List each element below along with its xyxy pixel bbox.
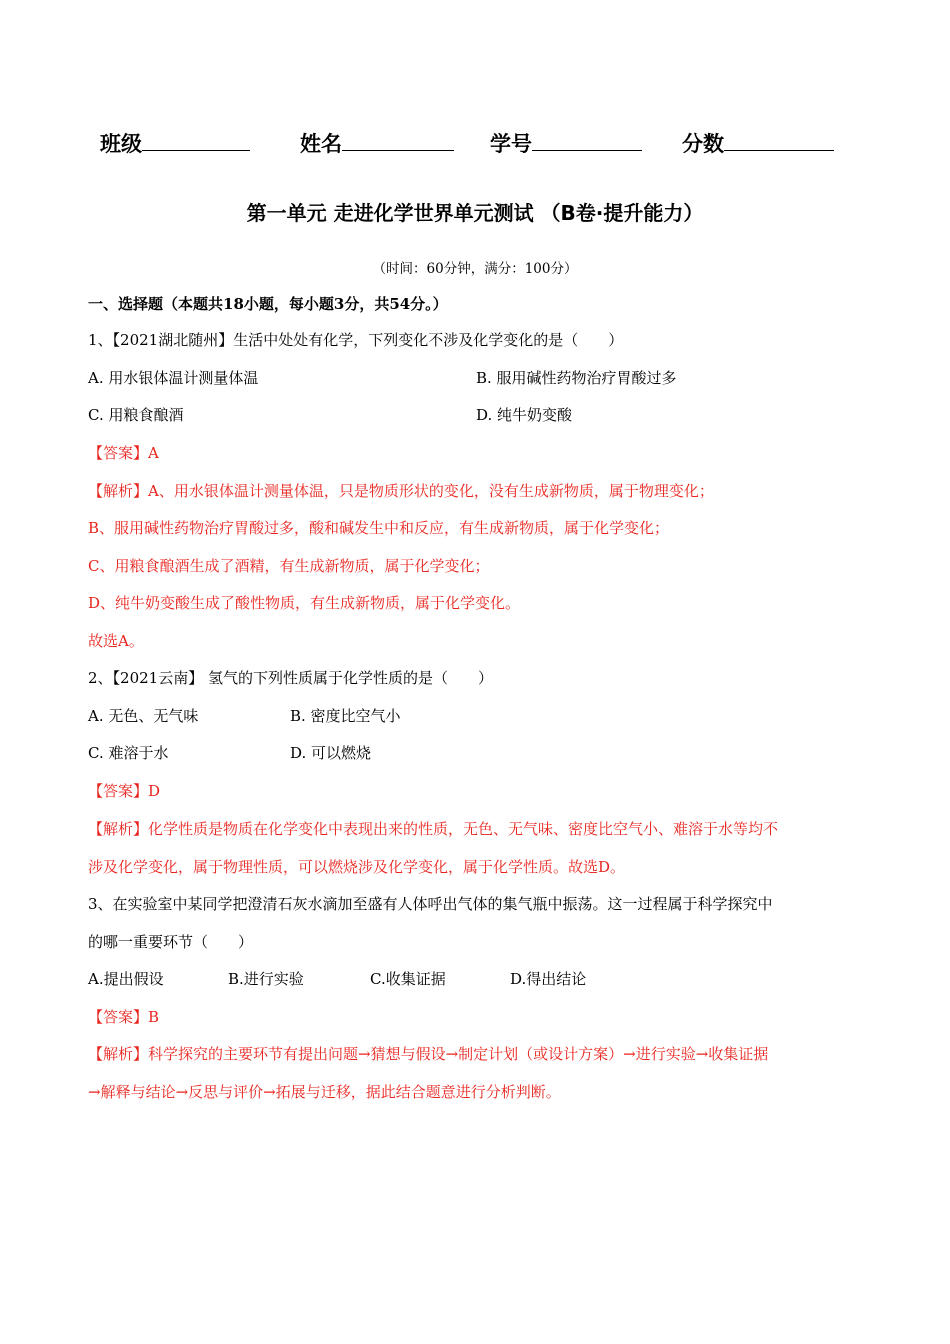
name-blank[interactable] — [342, 130, 454, 151]
q1-option-c: C. 用粮食酿酒 — [88, 406, 184, 424]
section-heading: 一、选择题（本题共18小题，每小题3分，共54分。） — [88, 295, 448, 313]
class-label: 班级 — [100, 132, 142, 156]
q1-stem: 1、【2021湖北随州】生活中处处有化学，下列变化不涉及化学变化的是（ ） — [88, 331, 624, 349]
q2-option-c: C. 难溶于水 — [88, 744, 169, 762]
q1-explanation-5: 故选A。 — [88, 632, 144, 650]
q1-explanation-3: C、用粮食酿酒生成了酒精，有生成新物质，属于化学变化； — [88, 557, 490, 575]
q1-option-a: A. 用水银体温计测量体温 — [88, 369, 259, 387]
q2-answer: 【答案】D — [88, 782, 161, 800]
student-id-blank[interactable] — [532, 130, 642, 151]
student-id-field — [490, 128, 642, 158]
class-field — [100, 128, 250, 158]
name-label: 姓名 — [300, 132, 342, 156]
q2-stem: 2、【2021云南】 氢气的下列性质属于化学性质的是（ ） — [88, 669, 493, 687]
q3-option-d: D.得出结论 — [510, 970, 587, 988]
q1-answer: 【答案】A — [88, 444, 159, 462]
q2-option-a: A. 无色、无气味 — [88, 707, 199, 725]
q3-explanation-2: →解释与结论→反思与评价→拓展与迁移，据此结合题意进行分析判断。 — [88, 1083, 561, 1101]
class-blank[interactable] — [142, 130, 250, 151]
q3-stem-2: 的哪一重要环节（ ） — [88, 933, 254, 951]
q2-option-d: D. 可以燃烧 — [290, 744, 372, 762]
q1-option-d: D. 纯牛奶变酸 — [476, 406, 573, 424]
q3-option-b: B.进行实验 — [228, 970, 304, 988]
q3-explanation-1: 【解析】科学探究的主要环节有提出问题→猜想与假设→制定计划（或设计方案）→进行实验→收集证据 — [88, 1045, 769, 1063]
q3-answer: 【答案】B — [88, 1008, 160, 1026]
q1-explanation-4: D、纯牛奶变酸生成了酸性物质，有生成新物质，属于化学变化。 — [88, 594, 521, 612]
q1-option-b: B. 服用碱性药物治疗胃酸过多 — [476, 369, 677, 387]
name-field — [300, 128, 454, 158]
q1-explanation-1: 【解析】A、用水银体温计测量体温，只是物质形状的变化，没有生成新物质，属于物理变化； — [88, 482, 714, 500]
q2-explanation-1: 【解析】化学性质是物质在化学变化中表现出来的性质，无色、无气味、密度比空气小、难溶于水等均不 — [88, 820, 779, 838]
page-subtitle: （时间：60分钟，满分：100分） — [372, 261, 578, 277]
score-field — [682, 128, 834, 158]
q1-explanation-2: B、服用碱性药物治疗胃酸过多，酸和碱发生中和反应，有生成新物质，属于化学变化； — [88, 519, 670, 537]
score-blank[interactable] — [724, 130, 834, 151]
score-label: 分数 — [682, 132, 724, 156]
q2-option-b: B. 密度比空气小 — [290, 707, 401, 725]
q3-stem-1: 3、在实验室中某同学把澄清石灰水滴加至盛有人体呼出气体的集气瓶中振荡。这一过程属于科学探究中 — [88, 895, 773, 913]
page-title: 第一单元 走进化学世界单元测试 （B卷·提升能力） — [246, 201, 704, 225]
q3-option-a: A.提出假设 — [88, 970, 164, 988]
q2-explanation-2: 涉及化学变化，属于物理性质，可以燃烧涉及化学变化，属于化学性质。故选D。 — [88, 858, 626, 876]
q3-option-c: C.收集证据 — [370, 970, 446, 988]
student-id-label: 学号 — [490, 132, 532, 156]
